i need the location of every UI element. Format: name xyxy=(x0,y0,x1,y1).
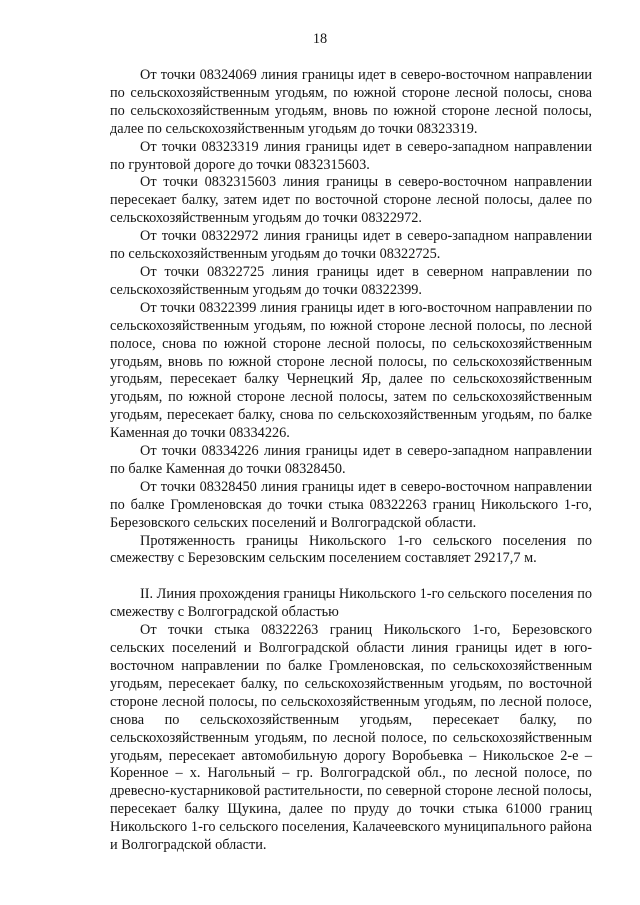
section-gap xyxy=(110,568,592,586)
paragraph-4: От точки 08322972 линия границы идет в северо-западном направлении по сельскохозяйственным угодьям до точки 08322725. xyxy=(110,228,592,263)
paragraph-3: От точки 0832315603 линия границы в северо-восточном направлении пересекает балку, затем идет по восточной стороне лесной полосы, далее по сельскохозяйственным угодьям до точки 08322972. xyxy=(110,174,592,227)
paragraph-6: От точки 08322399 линия границы идет в юго-восточном направлении по сельскохозяйственным угодьям, по южной стороне лесной полосы, по лесной полосе, снова по южной стороне лесной полосы, по сельскохозяйственным угодьям, вновь по южной стороне лесной полосы, по сельскохозяйственным угодьям, пересекает балку Чернецкий Яр, далее по сельскохозяйственным угодьям, по южной стороне лесной полосы, затем по сельскохозяйственным угодьям, пересекает балку, снова по сельскохозяйственным угодьям, по балке Каменная до точки 08334226. xyxy=(110,299,592,442)
paragraph-1: От точки 08324069 линия границы идет в северо-восточном направлении по сельскохозяйственным угодьям, по южной стороне лесной полосы, снова по сельскохозяйственным угодьям, вновь по южной стороне лесной полосы, далее по сельскохозяйственным угодьям до точки 08323319. xyxy=(110,67,592,137)
section-heading: II. Линия прохождения границы Никольского 1-го сельского поселения по смежеству с Волгоградской областью xyxy=(110,586,593,621)
paragraph-5: От точки 08322725 линия границы идет в северном направлении по сельскохозяйственным угодьям до точки 08322399. xyxy=(110,263,592,298)
paragraph-2: От точки 08323319 линия границы идет в северо-западном направлении по грунтовой дороге до точки 0832315603. xyxy=(110,138,592,173)
page-number: 18 xyxy=(312,31,328,47)
paragraph-7: От точки 08334226 линия границы идет в северо-западном направлении по балке Каменная до точки 08328450. xyxy=(110,443,592,477)
paragraph-8: От точки 08328450 линия границы идет в северо-восточном направлении по балке Громленовская до точки стыка 08322263 границ Никольского 1-го, Березовского сельских поселений и Волгоградской области. xyxy=(110,478,592,531)
length-summary: Протяженность границы Никольского 1-го сельского поселения по смежеству с Березовским сельским поселением составляет 29217,7 м. xyxy=(110,532,592,567)
section-paragraph: От точки стыка 08322263 границ Никольского 1-го, Березовского сельских поселений и Волгоградской области линия границы идет в юго-восточном направлении по балке Громленовская, по сельскохозяйственным угодьям, пересекает балку, по сельскохозяйственным угодьям, по восточной стороне лесной полосы, по сельскохозяйственным угодьям, по лесной полосе, снова по сельскохозяйственным угодьям, пересекает балку, по сельскохозяйственным угодьям, по лесной полосе, по сельскохозяйственным угодьям, пересекает автомобильную дорогу Воробьевка – Никольское 2-е – Коренное – х. Нагольный – гр. Волгоградской обл., по лесной полосе, по древесно-кустарниковой растительности, по северной стороне лесной полосы, пересекает балку Щукина, далее по пруду до точки стыка 61000 границ Никольского 1-го сельского поселения, Калачеевского муниципального района и Волгоградской области. xyxy=(110,622,592,854)
document-body xyxy=(110,67,592,855)
